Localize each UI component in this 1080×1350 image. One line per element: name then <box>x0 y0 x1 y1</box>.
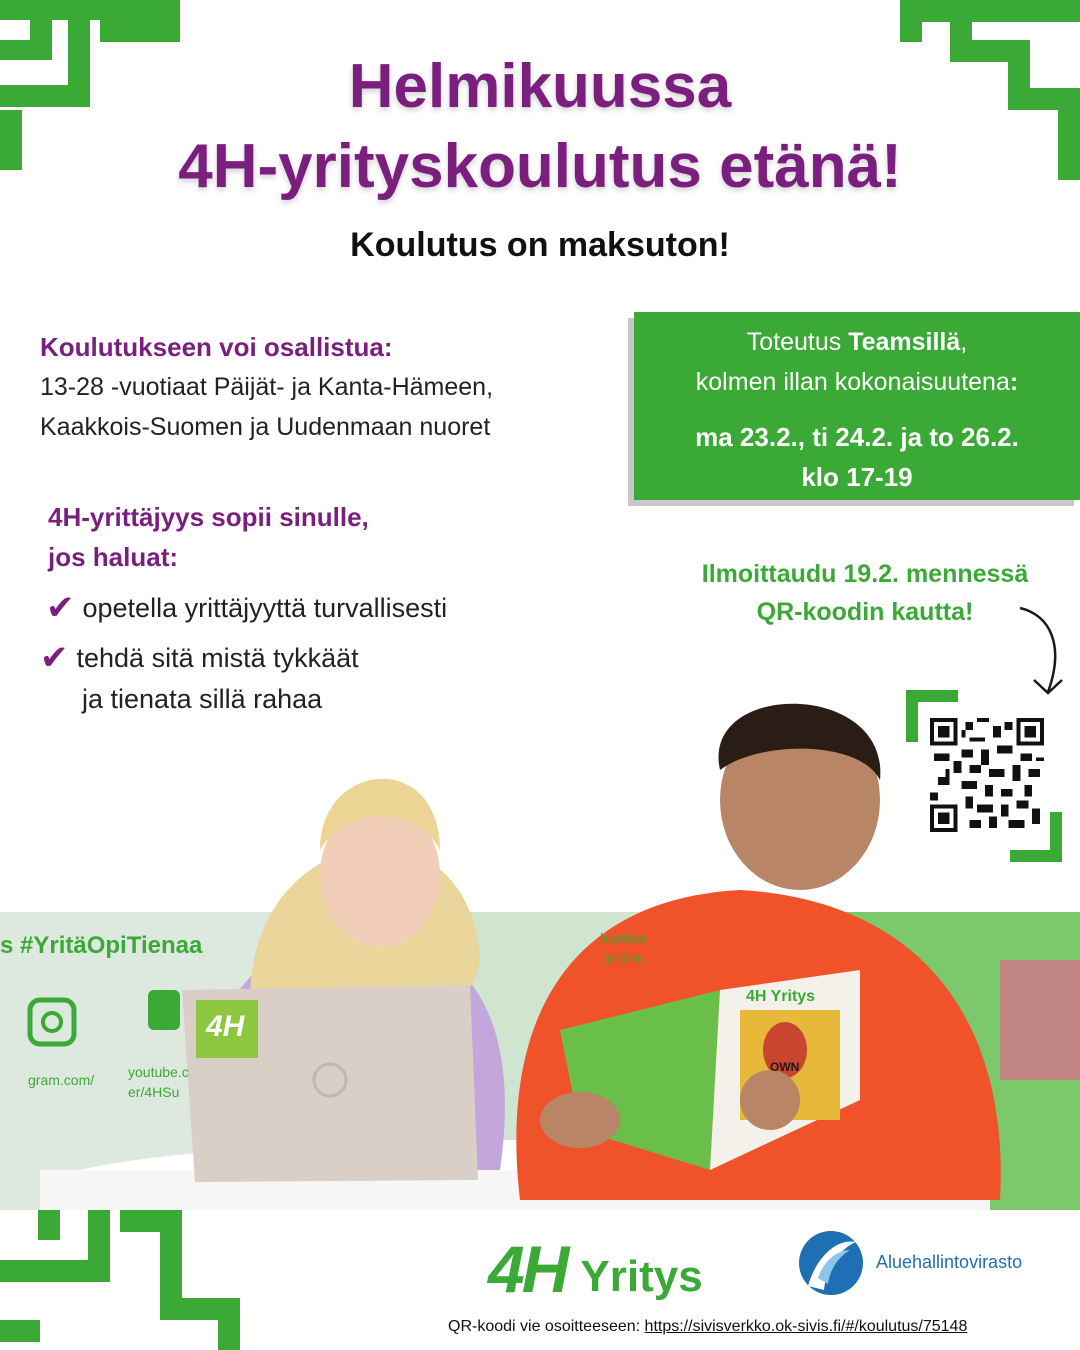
fit-item-2 <box>40 638 359 678</box>
footer-note <box>448 1318 967 1336</box>
agency-name: Aluehallintovirasto <box>876 1252 1023 1272</box>
agency-logo-icon <box>796 1228 866 1298</box>
wall-hashtag: s #YritäOpiTienaa <box>0 932 203 959</box>
fit-item-2-continuation: ja tienata sillä rahaa <box>82 684 323 714</box>
footer-url-link[interactable]: https://sivisverkko.ok-sivis.fi/#/koulutus/75148 <box>644 1318 968 1335</box>
signup-line2: QR-koodin kautta! <box>756 598 974 626</box>
schedule-line1 <box>634 328 1080 357</box>
free-of-charge-subtitle: Koulutus on maksuton! <box>350 226 730 264</box>
brand-logo-mark: 4H <box>488 1232 567 1306</box>
fit-heading-line2: jos haluat: <box>48 542 179 572</box>
wall-text-youtube: youtube.c <box>128 1064 189 1080</box>
schedule-line2 <box>634 368 1080 397</box>
laptop-4h-logo: 4H <box>206 1010 245 1043</box>
curved-arrow-icon <box>1010 600 1080 700</box>
wall-text-right2: amme. <box>604 950 647 966</box>
fit-item-2-text: tehdä sitä mistä tykkäät <box>76 642 359 673</box>
schedule-time: klo 17-19 <box>801 462 913 492</box>
page-title-line2: 4H-yrityskoulutus etänä! <box>178 132 902 201</box>
fit-item-1 <box>46 588 447 628</box>
participants-line1: 13-28 -vuotiaat Päijät- ja Kanta-Hämeen, <box>40 373 494 401</box>
participants-heading: Koulutukseen voi osallistua: <box>40 332 393 362</box>
wall-text-youtube2: er/4HSu <box>128 1084 180 1100</box>
footer-prefix: QR-koodi vie osoitteeseen: <box>448 1318 645 1335</box>
schedule-dates: ma 23.2., ti 24.2. ja to 26.2. <box>695 422 1019 452</box>
schedule-line2-colon: : <box>1009 368 1019 396</box>
brand-logo-4h-yritys <box>488 1222 703 1306</box>
participants-line2: Kaakkois-Suomen ja Uudenmaan nuoret <box>40 413 491 441</box>
schedule-platform: Teamsillä <box>848 328 961 356</box>
qr-code[interactable] <box>930 718 1044 832</box>
checkmark-icon: ✔ <box>40 639 69 677</box>
fit-heading-line1: 4H-yrittäjyys sopii sinulle, <box>48 502 369 532</box>
magazine-title: 4H Yritys <box>746 988 816 1005</box>
schedule-line2-text: kolmen illan kokonaisuutena <box>695 368 1010 396</box>
wall-text-instagram: gram.com/ <box>28 1072 95 1088</box>
brand-logo-word: Yritys <box>580 1252 703 1301</box>
page-title-line1: Helmikuussa <box>348 52 732 121</box>
magazine-poster-text: OWN <box>770 1060 800 1074</box>
wall-text-right1: luontoa <box>600 930 646 946</box>
fit-item-1-text: opetella yrittäjyyttä turvallisesti <box>82 592 448 623</box>
signup-line1: Ilmoittaudu 19.2. mennessä <box>701 560 1029 588</box>
schedule-box <box>634 312 1080 500</box>
checkmark-icon: ✔ <box>46 589 75 627</box>
schedule-line1-pre: Toteutus <box>746 328 849 356</box>
schedule-line1-comma: , <box>960 328 968 356</box>
